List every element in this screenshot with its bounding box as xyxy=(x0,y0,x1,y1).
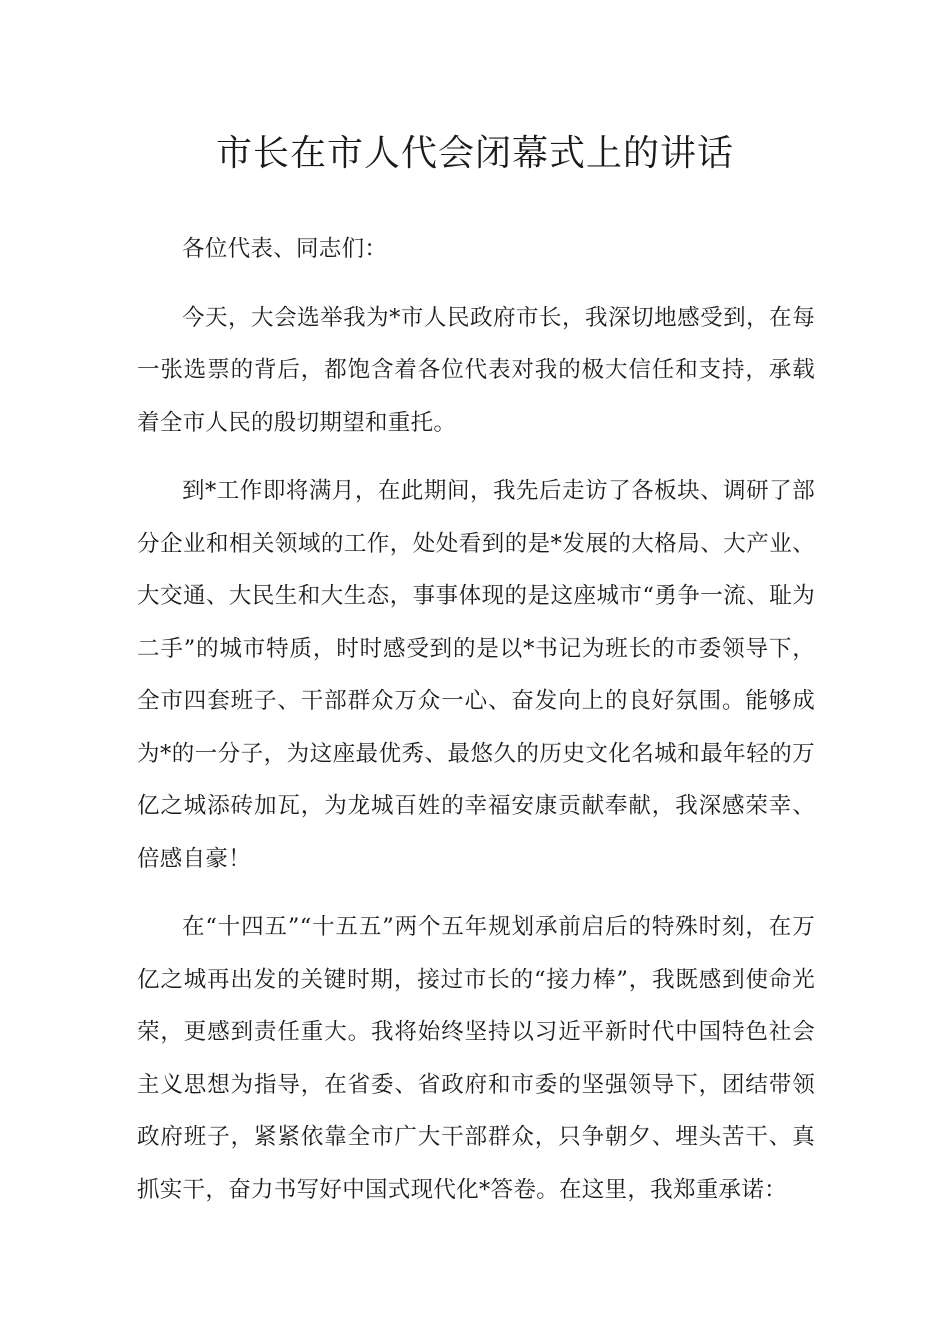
page-title: 市长在市人代会闭幕式上的讲话 xyxy=(215,133,734,174)
paragraph-3: 在“十四五”“十五五”两个五年规划承前启后的特殊时刻，在万亿之城再出发的关键时期，接过市长的“接力棒”，我既感到使命光荣，更感到责任重大。我将始终坚持以习近平新时代中国特色社会主义思想为指导，在省委、省政府和市委的坚强领导下，团结带领政府班子，紧紧依靠全市广大干部群众，只争朝夕、埋头苦干、真抓实干，奋力书写好中国式现代化*答卷。在这里，我郑重承诺： xyxy=(137,914,815,1203)
paragraph-2: 到*工作即将满月，在此期间，我先后走访了各板块、调研了部分企业和相关领域的工作，处处看到的是*发展的大格局、大产业、大交通、大民生和大生态，事事体现的是这座城市“勇争一流、耻为二手”的城市特质，时时感受到的是以*书记为班长的市委领导下，全市四套班子、干部群众万众一心、奋发向上的良好氛围。能够成为*的一分子，为这座最优秀、最悠久的历史文化名城和最年轻的万亿之城添砖加瓦，为龙城百姓的幸福安康贡献奉献，我深感荣幸、倍感自豪！ xyxy=(137,478,815,872)
speech-body xyxy=(137,223,815,1216)
paragraph-1: 今天，大会选举我为*市人民政府市长，我深切地感受到，在每一张选票的背后，都饱含着各位代表对我的极大信任和支持，承载着全市人民的殷切期望和重托。 xyxy=(137,304,815,436)
greeting-paragraph: 各位代表、同志们： xyxy=(182,236,388,262)
